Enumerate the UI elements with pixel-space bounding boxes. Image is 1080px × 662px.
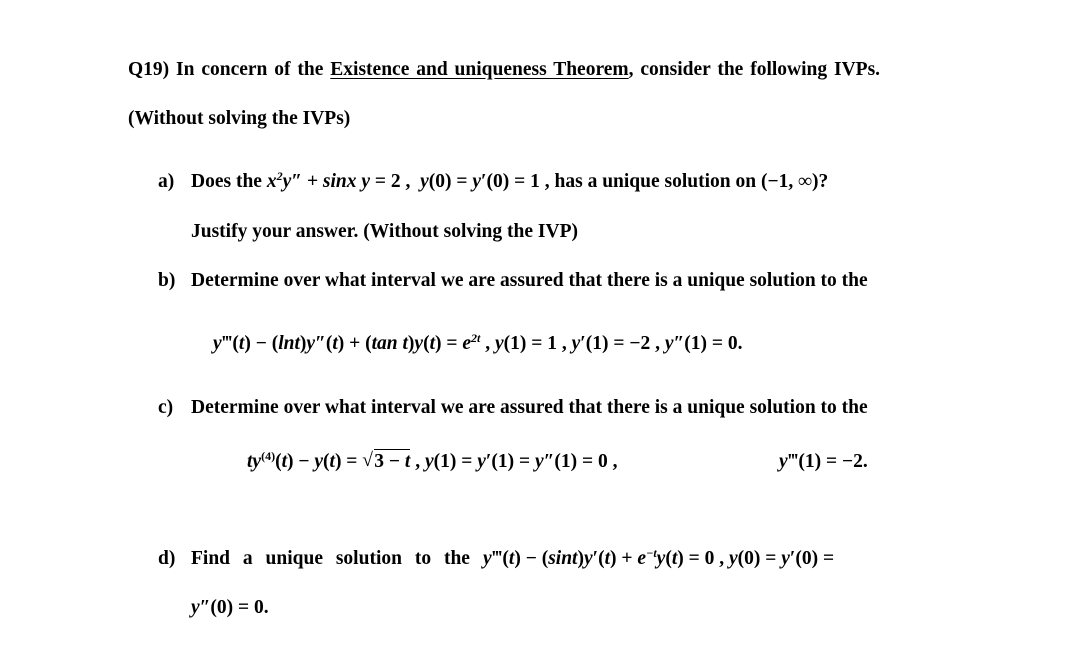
part-c-label: c): [158, 397, 174, 418]
part-d-equation-1: y‴(t) − $(\sin t)y'(t) + e^{-t}y(t) = 0$ , y(0) = y′(0) =: [483, 545, 835, 569]
part-c-equation-1: $ty^{(4)}(t) - y(t)$ = √ 3 − t , y(1) = y′(1) = y″(1) = 0 ,: [247, 450, 618, 474]
part-c-text: Determine over what interval we are assured that there is a unique solution to the: [191, 397, 868, 418]
part-a-label: a): [158, 171, 175, 192]
part-c-equation-2: y‴(1) = −2.: [779, 451, 868, 472]
part-a-text: Does the $x^2y'' + \sin x$ y = 2 , y(0) = y′(0) = 1 , has a unique solution on (−1, ∞)?: [191, 168, 829, 192]
question-note: (Without solving the IVPs): [128, 108, 351, 129]
question-suffix: , consider the following IVPs.: [628, 59, 881, 80]
question-header: [128, 58, 880, 82]
part-d-intro: Find a unique solution to the: [191, 548, 470, 569]
theorem-name: Existence and uniqueness Theorem: [330, 59, 629, 80]
part-d-text: [191, 547, 470, 571]
part-a-justify: Justify your answer. (Without solving the IVP): [191, 221, 578, 242]
part-a-text-before: Does the: [191, 171, 267, 192]
part-d-equation-2: y″(0) = 0.: [191, 597, 269, 618]
part-b-label: b): [158, 270, 176, 291]
part-a-equation: $x^2y'' + \sin x$ y: [266, 168, 370, 192]
part-b-equation: y‴(t) − (lnt)y″(t) + (tan $t)y(t) = e^{2t}$ , y(1) = 1 , y′(1) = −2 , y″(1) = 0.: [213, 330, 743, 354]
question-prefix: Q19) In concern of the: [128, 59, 331, 80]
part-d-label: d): [158, 548, 176, 569]
part-b-text: Determine over what interval we are assured that there is a unique solution to the: [191, 270, 868, 291]
